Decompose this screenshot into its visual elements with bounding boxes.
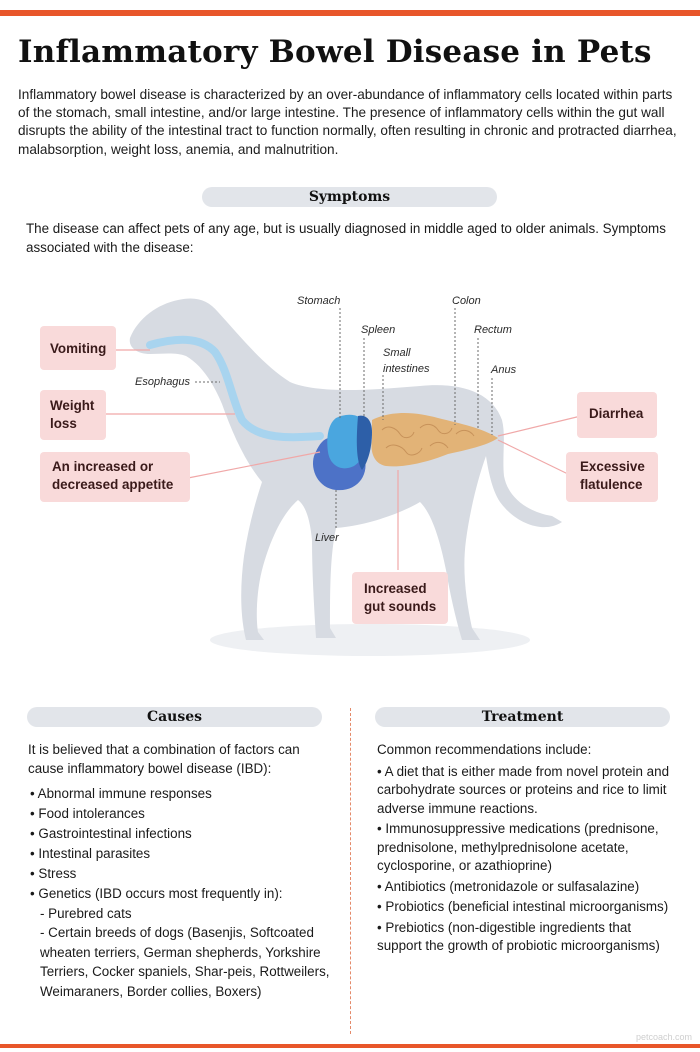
causes-column bbox=[28, 741, 338, 1001]
organ-label-spleen: Spleen bbox=[361, 324, 396, 336]
treatment-heading: Treatment bbox=[375, 707, 670, 727]
causes-item: • Abnormal immune responses bbox=[30, 786, 212, 801]
causes-item: • Gastrointestinal infections bbox=[30, 826, 192, 841]
symptoms-heading: Symptoms bbox=[202, 187, 497, 207]
causes-item: • Stress bbox=[30, 866, 77, 881]
treatment-item: • A diet that is either made from novel protein and carbohydrate sources or proteins and rice to limit adverse immune reactions. bbox=[377, 763, 670, 816]
treatment-item: • Prebiotics (non-digestible ingredients that support the growth of probiotic microorganisms) bbox=[377, 919, 660, 953]
page-title: Inflammatory Bowel Disease in Pets bbox=[18, 34, 652, 70]
treatment-item: • Antibiotics (metronidazole or sulfasalazine) bbox=[377, 878, 640, 894]
organ-label-colon: Colon bbox=[452, 295, 481, 307]
organ-label-esophagus: Esophagus bbox=[135, 376, 191, 388]
causes-intro: It is believed that a combination of factors can cause inflammatory bowel disease (IBD): bbox=[28, 742, 300, 776]
causes-item: • Intestinal parasites bbox=[30, 846, 151, 861]
callout-weight-loss: Weight loss bbox=[40, 390, 106, 440]
callout-gut-sounds: Increased gut sounds bbox=[352, 572, 448, 624]
organ-label-small-intestines-line2: intestines bbox=[383, 363, 430, 375]
causes-item: • Food intolerances bbox=[30, 806, 145, 821]
callout-appetite: An increased or decreased appetite bbox=[40, 452, 190, 502]
intro-paragraph: Inflammatory bowel disease is characterized by an over-abundance of inflammatory cells located within parts of the stomach, small intestine, and/or large intestine. The presence of inflammatory cells within the gut wall disrupts the ability of the intestinal tract to function normally, often resulting in chronic and protracted diarrhea, malabsorption, weight loss, anemia, and malnutrition. bbox=[18, 87, 677, 157]
column-divider bbox=[350, 708, 351, 1034]
causes-heading: Causes bbox=[27, 707, 322, 727]
causes-sub-item: - Purebred cats bbox=[40, 906, 132, 921]
organ-label-liver: Liver bbox=[315, 532, 339, 544]
treatment-item: • Probiotics (beneficial intestinal microorganisms) bbox=[377, 899, 669, 914]
organ-label-rectum: Rectum bbox=[474, 324, 512, 336]
callout-vomiting: Vomiting bbox=[40, 326, 116, 370]
callout-flatulence: Excessive flatulence bbox=[566, 452, 658, 502]
organ-label-anus: Anus bbox=[491, 364, 517, 376]
treatment-item: • Immunosuppressive medications (prednisone, prednisolone, methylprednisolone acetate, cyclosporine, or azathioprine) bbox=[377, 821, 659, 873]
causes-sub-item: - Certain breeds of dogs (Basenjis, Softcoated wheaten terriers, German shepherds, Yorkshire Terriers, Cocker spaniels, Shar-peis, Rottweilers, Weimaraners, Border collies, Boxers) bbox=[40, 925, 330, 999]
symptoms-intro: The disease can affect pets of any age, but is usually diagnosed in middle aged to older animals. Symptoms associated with the disease: bbox=[26, 221, 666, 255]
organ-label-stomach: Stomach bbox=[297, 295, 341, 307]
bottom-accent-bar bbox=[0, 1044, 700, 1048]
treatment-column bbox=[377, 741, 679, 956]
causes-item: • Genetics (IBD occurs most frequently in): bbox=[30, 886, 283, 901]
organ-label-small-intestines-line1: Small bbox=[383, 347, 411, 359]
callout-diarrhea: Diarrhea bbox=[577, 392, 657, 438]
treatment-intro: Common recommendations include: bbox=[377, 742, 592, 757]
watermark: petcoach.com bbox=[635, 1032, 692, 1042]
top-accent-bar bbox=[0, 10, 700, 16]
